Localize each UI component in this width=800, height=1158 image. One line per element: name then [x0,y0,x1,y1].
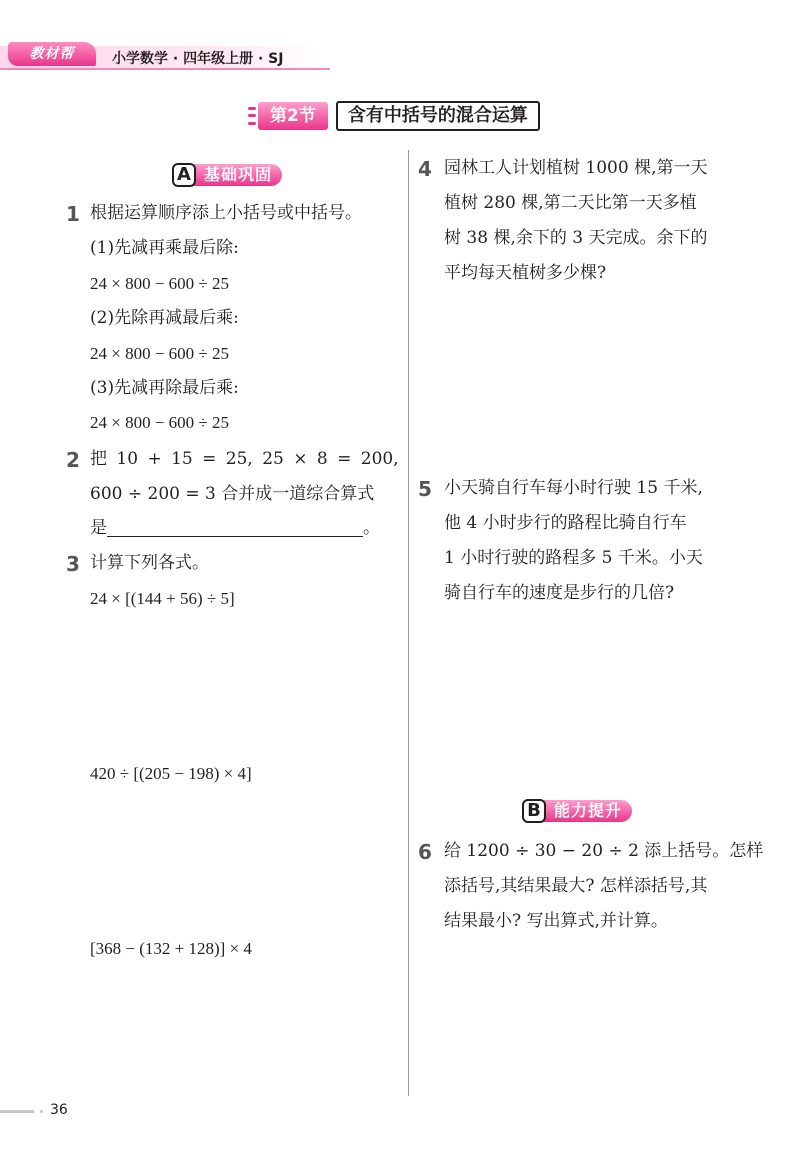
problem-2-line1: 把 10 + 15 = 25, 25 × 8 = 200, [90,449,399,469]
section-title: 含有中括号的混合运算 [336,101,540,131]
brand-logo: 教材帮 [8,42,96,66]
book-title: 小学数学 · 四年级上册 · SJ [112,51,284,67]
part-b-label: 能力提升 [542,800,632,822]
problem-5-line1: 小天骑自行车每小时行驶 15 千米, [444,478,703,498]
part-a-badge [172,162,282,188]
section-heading [248,101,540,131]
problem-5-line3: 1 小时行驶的路程多 5 千米。小天 [444,548,703,568]
problem-1-sub3: (3)先减再除最后乘: [90,378,239,398]
problem-3-stem: 计算下列各式。 [90,553,209,573]
problem-4-number: 4 [418,157,432,181]
page-number: 36 [50,1102,68,1118]
problem-5-line4: 骑自行车的速度是步行的几倍? [444,583,675,603]
problem-4-line3: 树 38 棵,余下的 3 天完成。余下的 [444,228,708,248]
problem-1-expr2: 24 × 800 − 600 ÷ 25 [90,344,230,363]
problem-4-line2: 植树 280 棵,第二天比第一天多植 [444,193,697,213]
problem-6-line3: 结果最小? 写出算式,并计算。 [444,911,668,931]
problem-6-line1: 给 1200 ÷ 30 − 20 ÷ 2 添上括号。怎样 [444,841,764,861]
footer-rule [0,1110,34,1113]
problem-1-expr1: 24 × 800 − 600 ÷ 25 [90,274,230,293]
problem-6-line2: 添括号,其结果最大? 怎样添括号,其 [444,876,708,896]
part-a-letter: A [172,163,196,187]
header-underline [0,68,330,70]
problem-1-sub2: (2)先除再减最后乘: [90,308,239,328]
answer-blank[interactable] [107,521,363,537]
problem-3-number: 3 [66,552,80,576]
footer-dot [40,1110,43,1113]
section-dots-icon [248,105,256,127]
problem-3-expr3: [368 − (132 + 128)] × 4 [90,939,252,958]
part-a-label: 基础巩固 [192,164,282,186]
problem-1-sub1: (1)先减再乘最后除: [90,238,239,258]
problem-5-line2: 他 4 小时步行的路程比骑自行车 [444,513,687,533]
part-b-badge [522,798,632,824]
problem-3-expr1: 24 × [(144 + 56) ÷ 5] [90,589,235,608]
problem-3-expr2: 420 ÷ [(205 − 198) × 4] [90,764,252,783]
problem-4-line4: 平均每天植树多少棵? [444,263,607,283]
problem-2-number: 2 [66,448,80,472]
section-number: 第2节 [258,102,328,130]
problem-2-line3-prefix: 是 [90,518,107,538]
column-divider [408,150,409,1096]
problem-1-stem: 根据运算顺序添上小括号或中括号。 [90,203,362,223]
problem-4-line1: 园林工人计划植树 1000 棵,第一天 [444,158,708,178]
part-b-letter: B [522,799,546,823]
problem-2-line3-suffix: 。 [363,518,380,538]
problem-6-number: 6 [418,840,432,864]
problem-2-line2: 600 ÷ 200 = 3 合并成一道综合算式 [90,484,375,504]
problem-5-number: 5 [418,477,432,501]
problem-1-expr3: 24 × 800 − 600 ÷ 25 [90,413,230,432]
problem-1-number: 1 [66,202,80,226]
problem-2-line3 [90,520,380,537]
